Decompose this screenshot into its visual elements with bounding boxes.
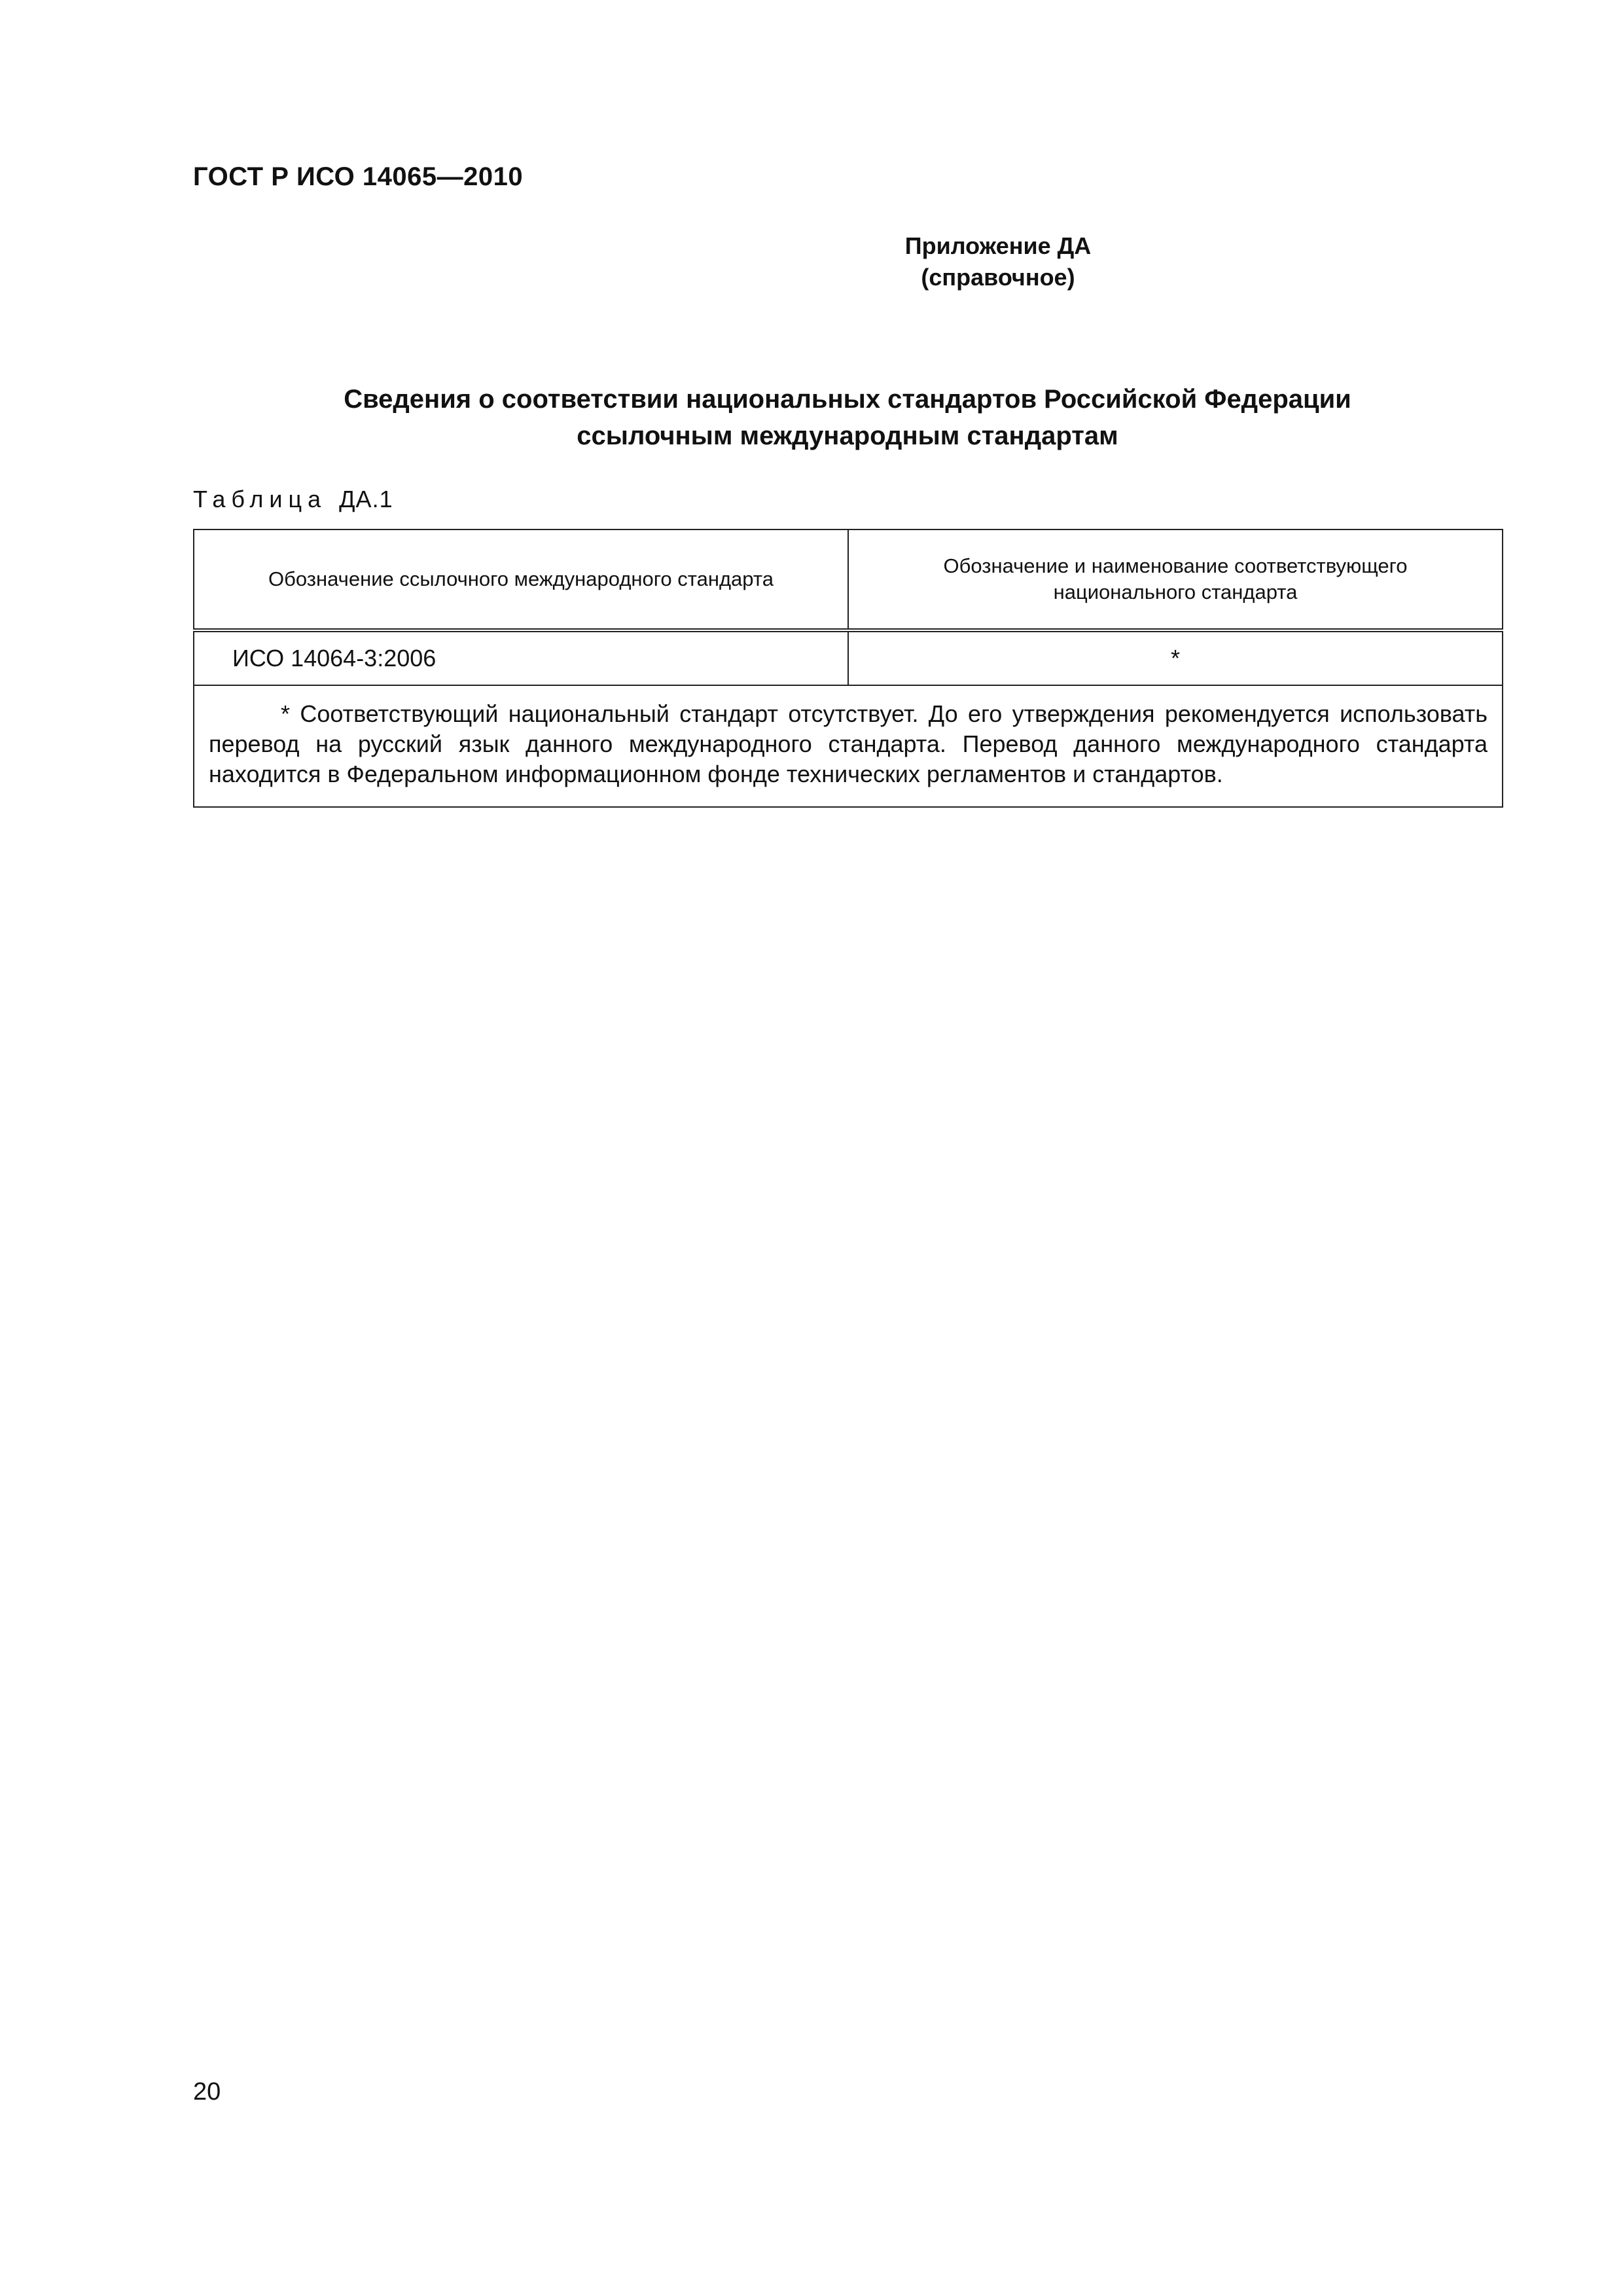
- reference-table: [193, 529, 1503, 808]
- table-note-text: * Соответствующий национальный стандарт отсутствует. До его утверждения рекомендуется использовать перевод на русский язык данного международного стандарта. Перевод данного международного стандарта находится в Федеральном информационном фонде технических регламентов и стандартов.: [209, 700, 1488, 787]
- table-label-number: ДА.1: [339, 486, 393, 512]
- section-title: [193, 381, 1502, 454]
- annex-type: (справочное): [921, 264, 1075, 291]
- table-note-row: [194, 685, 1503, 807]
- document-code: ГОСТ Р ИСО 14065—2010: [193, 162, 524, 191]
- table-header-row: [194, 529, 1503, 630]
- table-label-word: Таблица: [193, 486, 327, 512]
- table-note-cell: [194, 685, 1503, 807]
- annex-title: Приложение ДА: [904, 232, 1092, 259]
- section-title-line-2: ссылочным международным стандартам: [577, 422, 1118, 450]
- section-title-line-1: Сведения о соответствии национальных стандартов Российской Федерации: [344, 385, 1351, 414]
- table-header-text: Обозначение и наименование соответствующего национального стандарта: [943, 554, 1408, 603]
- table-header-cell: [848, 529, 1503, 630]
- table-cell-national-standard: *: [848, 630, 1503, 685]
- table-header-cell: Обозначение ссылочного международного стандарта: [194, 529, 848, 630]
- table-label: [193, 486, 393, 513]
- table-row: [194, 630, 1503, 685]
- table-cell-international-standard: ИСО 14064-3:2006: [194, 630, 848, 685]
- page-number: 20: [193, 2078, 221, 2106]
